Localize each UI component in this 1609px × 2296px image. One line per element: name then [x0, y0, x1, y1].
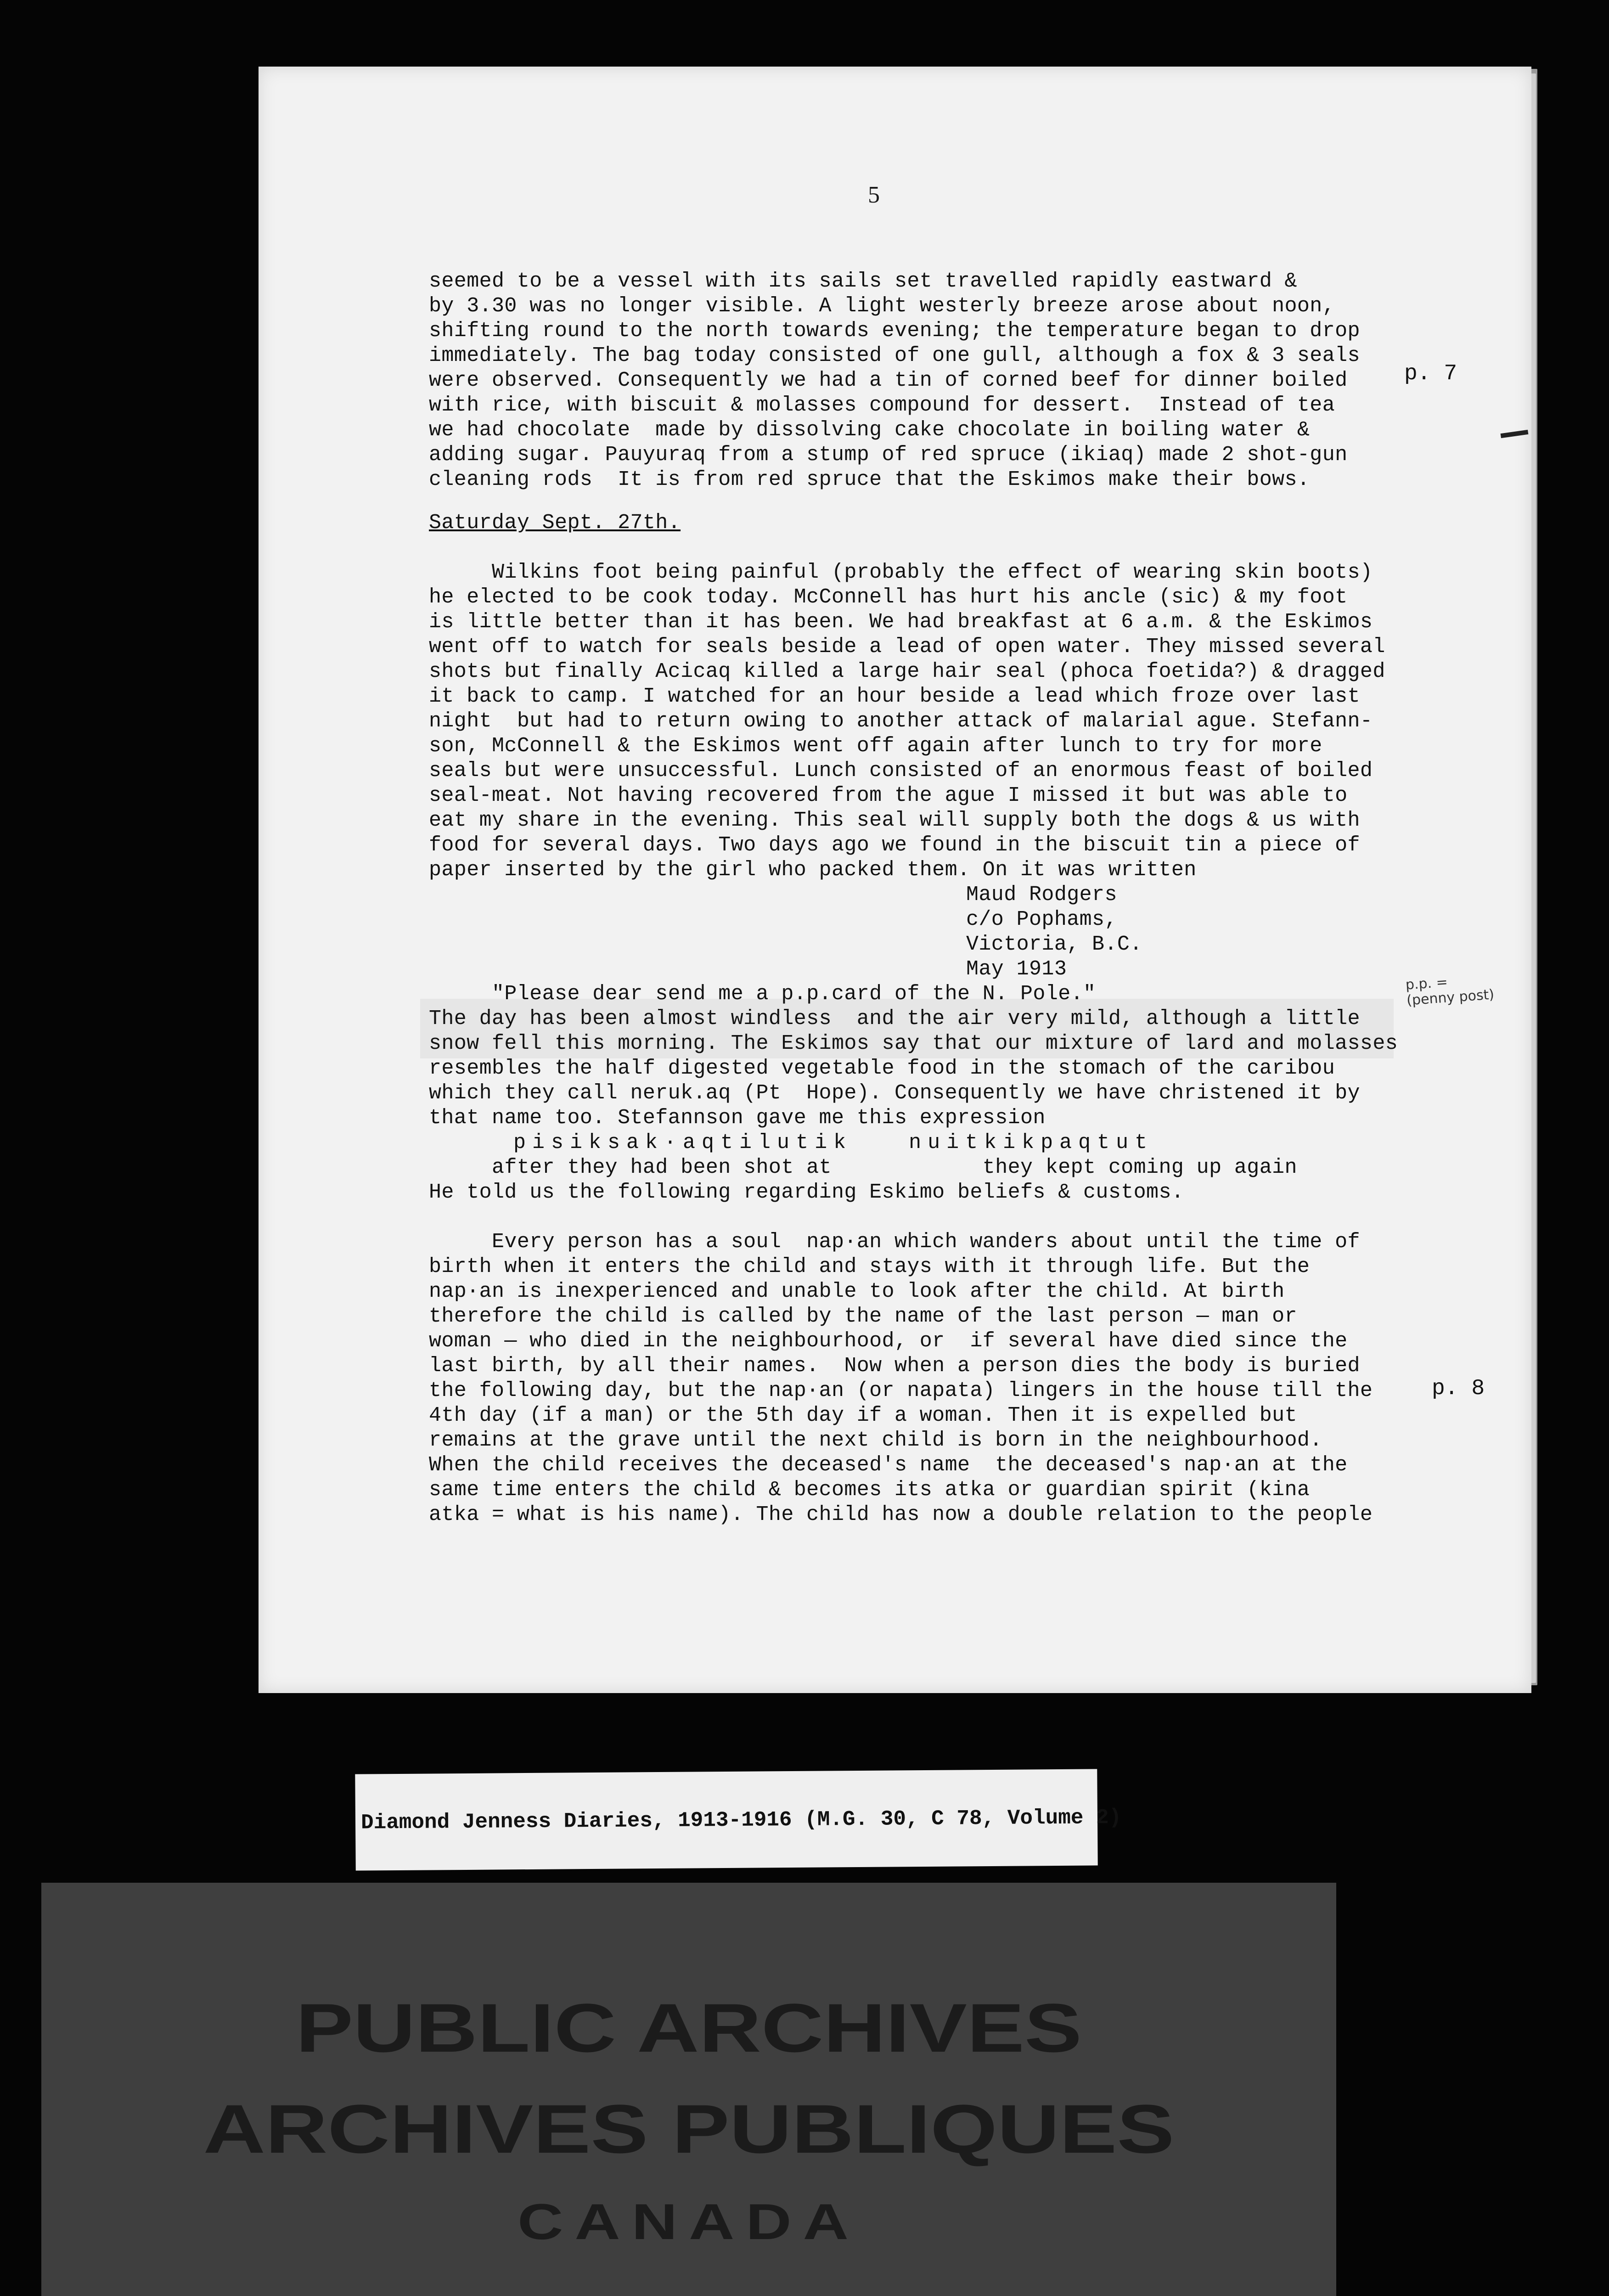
document-line: birth when it enters the child and stays with it through life. But the: [429, 1255, 1310, 1278]
document-line: seals but were unsuccessful. Lunch consisted of an enormous feast of boiled: [429, 759, 1373, 782]
document-line: Wilkins foot being painful (probably the effect of wearing skin boots): [429, 561, 1373, 584]
document-line: with rice, with biscuit & molasses compound for dessert. Instead of tea: [429, 394, 1335, 417]
handwritten-note: p.p. = (penny post): [1405, 974, 1495, 1009]
document-line: He told us the following regarding Eskimo beliefs & customs.: [429, 1181, 1184, 1204]
document-line: the following day, but the nap·an (or napata) lingers in the house till the: [429, 1379, 1373, 1402]
document-line: night but had to return owing to another attack of malarial ague. Stefann-: [429, 709, 1373, 733]
document-line: we had chocolate made by dissolving cake chocolate in boiling water &: [429, 418, 1310, 442]
document-line: Victoria, B.C.: [966, 933, 1142, 956]
margin-note-p8: p. 8: [1432, 1376, 1485, 1401]
document-line: Every person has a soul nap·an which wanders about until the time of: [429, 1230, 1360, 1254]
document-line: by 3.30 was no longer visible. A light westerly breeze arose about noon,: [429, 294, 1335, 318]
document-line: therefore the child is called by the name of the last person — man or: [429, 1305, 1297, 1328]
document-line: May 1913: [966, 957, 1067, 981]
document-line: seemed to be a vessel with its sails set travelled rapidly eastward &: [429, 270, 1297, 293]
document-line: immediately. The bag today consisted of one gull, although a fox & 3 seals: [429, 344, 1360, 367]
margin-note-p7: p. 7: [1404, 361, 1457, 386]
document-line: shifting round to the north towards evening; the temperature began to drop: [429, 319, 1360, 343]
document-line: woman — who died in the neighbourhood, or if several have died since the: [429, 1329, 1348, 1353]
document-line: The day has been almost windless and the air very mild, although a little: [429, 1007, 1360, 1030]
document-line: food for several days. Two days ago we found in the biscuit tin a piece of: [429, 833, 1360, 857]
document-line: nap·an is inexperienced and unable to look after the child. At birth: [429, 1280, 1285, 1303]
stamp-line-public-archives: PUBLIC ARCHIVES: [296, 1989, 1082, 2066]
document-line: remains at the grave until the next child is born in the neighbourhood.: [429, 1429, 1322, 1452]
document-line: Maud Rodgers: [966, 883, 1117, 906]
document-line: eat my share in the evening. This seal will supply both the dogs & us with: [429, 809, 1360, 832]
stamp-line-archives-publiques: ARCHIVES PUBLIQUES: [203, 2090, 1175, 2167]
document-line: When the child receives the deceased's name the deceased's nap·an at the: [429, 1453, 1348, 1477]
document-line: c/o Pophams,: [966, 908, 1117, 931]
document-line: that name too. Stefannson gave me this expression: [429, 1106, 1046, 1130]
document-line: were observed. Consequently we had a tin of corned beef for dinner boiled: [429, 369, 1348, 392]
archive-stamp: [41, 1883, 1336, 2296]
document-line: which they call neruk.aq (Pt Hope). Consequently we have christened it by: [429, 1081, 1360, 1105]
document-line: cleaning rods It is from red spruce that the Eskimos make their bows.: [429, 468, 1310, 491]
document-line: snow fell this morning. The Eskimos say that our mixture of lard and molasses: [429, 1032, 1398, 1055]
document-line: Saturday Sept. 27th.: [429, 511, 681, 535]
document-line: after they had been shot at they kept coming up again: [429, 1156, 1297, 1179]
document-line: pisiksak·aqtilutik nuitkikpaqtut: [513, 1131, 1154, 1154]
archive-label-text: Diamond Jenness Diaries, 1913-1916 (M.G. 30, C 78, Volume 2): [360, 1805, 1122, 1835]
document-line: son, McConnell & the Eskimos went off again after lunch to try for more: [429, 734, 1322, 758]
document-line: adding sugar. Pauyuraq from a stump of red spruce (ikiaq) made 2 shot-gun: [429, 443, 1348, 467]
document-line: he elected to be cook today. McConnell has hurt his ancle (sic) & my foot: [429, 585, 1348, 609]
page-number: 5: [868, 182, 880, 208]
document-line: seal-meat. Not having recovered from the ague I missed it but was able to: [429, 784, 1348, 807]
stamp-line-canada: CANADA: [518, 2194, 860, 2250]
document-line: "Please dear send me a p.p.card of the N. Pole.": [429, 982, 1096, 1006]
document-line: is little better than it has been. We had breakfast at 6 a.m. & the Eskimos: [429, 610, 1373, 634]
document-line: atka = what is his name). The child has now a double relation to the people: [429, 1503, 1373, 1526]
archive-label: [355, 1769, 1122, 1870]
document-line: it back to camp. I watched for an hour beside a lead which froze over last: [429, 685, 1360, 708]
document-line: last birth, by all their names. Now when a person dies the body is buried: [429, 1354, 1360, 1378]
document-line: resembles the half digested vegetable food in the stomach of the caribou: [429, 1057, 1335, 1080]
document-line: 4th day (if a man) or the 5th day if a woman. Then it is expelled but: [429, 1404, 1297, 1427]
document-line: went off to watch for seals beside a lead of open water. They missed several: [429, 635, 1385, 658]
document-line: paper inserted by the girl who packed them. On it was written: [429, 858, 1197, 882]
document-line: shots but finally Acicaq killed a large hair seal (phoca foetida?) & dragged: [429, 660, 1385, 683]
document-line: same time enters the child & becomes its atka or guardian spirit (kina: [429, 1478, 1310, 1502]
